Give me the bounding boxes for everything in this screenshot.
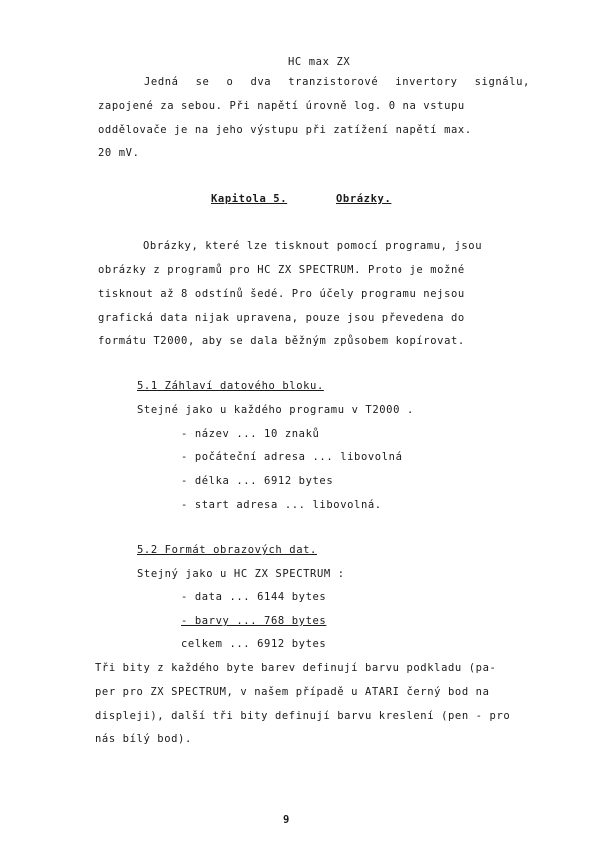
closing-line-1: Tři bity z každého byte barev definují barvu podkladu (pa- (95, 662, 497, 674)
word: tranzistorové (288, 76, 379, 88)
section-5-2-total: celkem ... 6912 bytes (181, 638, 327, 650)
section-5-1-item-4: - start adresa ... libovolná. (181, 499, 382, 511)
section-5-2-intro: Stejný jako u HC ZX SPECTRUM : (137, 568, 345, 580)
word: se (195, 76, 210, 88)
closing-line-4: nás bílý bod). (95, 733, 192, 745)
section-5-1-item-2: - počáteční adresa ... libovolná (181, 451, 403, 463)
section-5-2-item-2: - barvy ... 768 bytes (181, 615, 327, 627)
page-number: 9 (283, 814, 290, 826)
closing-line-3: displeji), další tři bity definují barvu kreslení (pen - pro (95, 710, 511, 722)
section-5-1-item-3: - délka ... 6912 bytes (181, 475, 334, 487)
section-5-1-heading: 5.1 Záhlaví datového bloku. (137, 380, 324, 392)
chapter-line-2: obrázky z programů pro HC ZX SPECTRUM. Proto je možné (98, 264, 465, 276)
word: dva (250, 76, 272, 88)
section-5-1-item-1: - název ... 10 znaků (181, 428, 320, 440)
chapter-subtitle: Obrázky. (336, 193, 392, 205)
word: invertory (395, 76, 458, 88)
word: Jedná (144, 76, 179, 88)
chapter-title: Kapitola 5. (211, 193, 288, 205)
intro-line-1 (144, 76, 530, 88)
word: o (226, 76, 234, 88)
chapter-line-3: tisknout až 8 odstínů šedé. Pro účely programu nejsou (98, 288, 465, 300)
section-5-2-heading: 5.2 Formát obrazových dat. (137, 544, 317, 556)
chapter-line-5: formátu T2000, aby se dala běžným způsobem kopírovat. (98, 335, 465, 347)
section-5-2-item-1: - data ... 6144 bytes (181, 591, 327, 603)
chapter-line-4: grafická data nijak upravena, pouze jsou převedena do (98, 312, 465, 324)
intro-line-2: zapojené za sebou. Při napětí úrovně log. 0 na vstupu (98, 100, 465, 112)
word: signálu, (474, 76, 530, 88)
intro-line-3: oddělovače je na jeho výstupu při zatížení napětí max. (98, 124, 472, 136)
section-5-1-intro: Stejné jako u každého programu v T2000 . (137, 404, 414, 416)
page-header: HC max ZX (288, 56, 351, 68)
chapter-line-1: Obrázky, které lze tisknout pomocí programu, jsou (143, 240, 483, 252)
intro-line-4: 20 mV. (98, 147, 140, 159)
closing-line-2: per pro ZX SPECTRUM, v našem případě u ATARI černý bod na (95, 686, 490, 698)
